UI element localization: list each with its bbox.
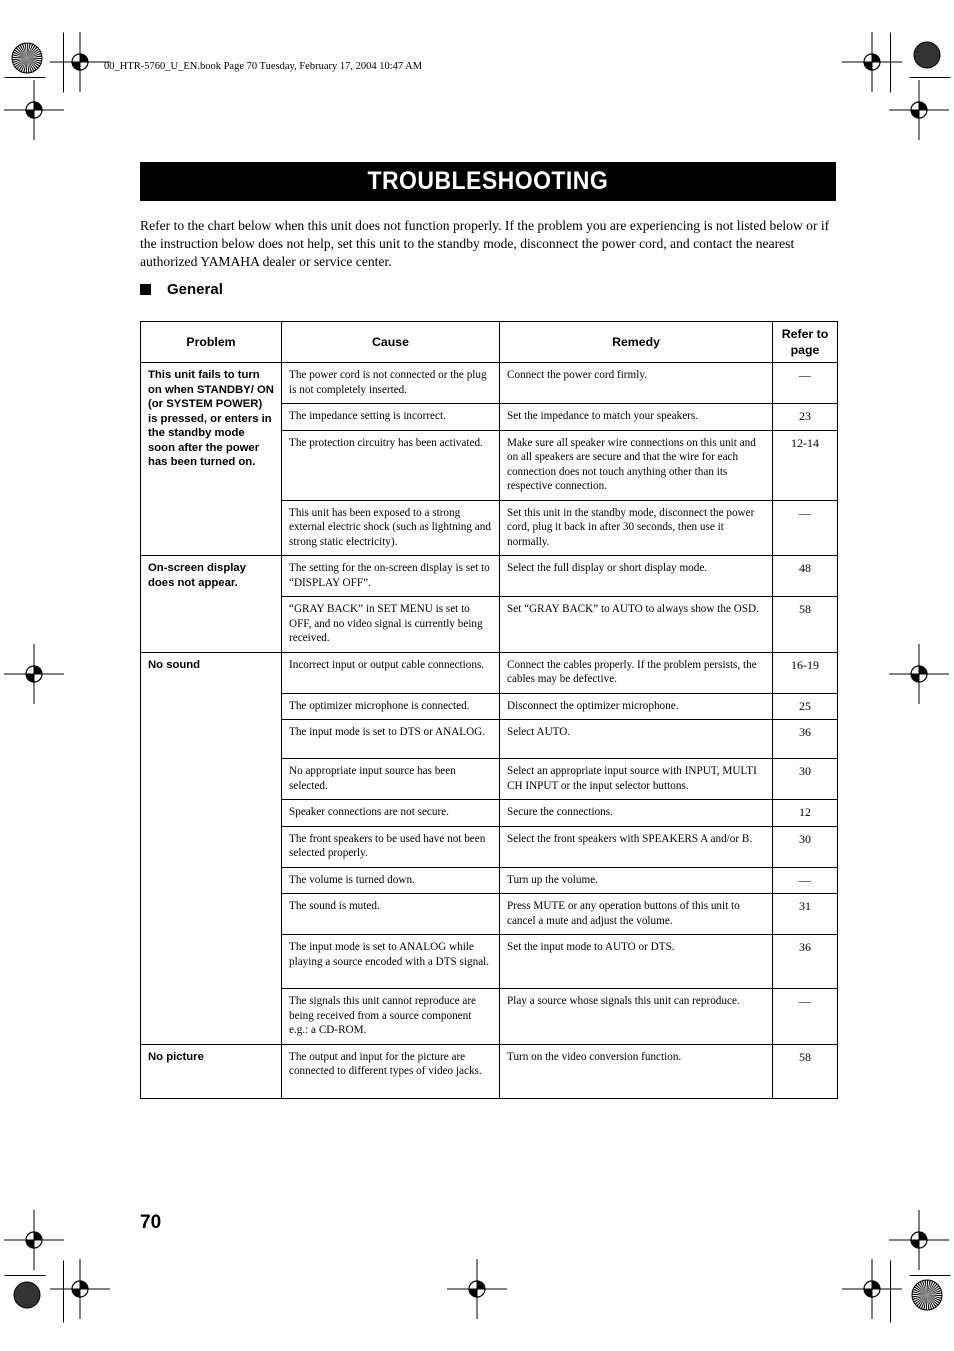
- refer-page-cell: 12-14: [773, 430, 838, 500]
- crosshair-registration-icon: [447, 1259, 507, 1319]
- crop-mark-line: [909, 1275, 952, 1277]
- starburst-registration-icon: [911, 1279, 943, 1311]
- refer-page-cell: 16-19: [773, 652, 838, 693]
- refer-page-cell: —: [773, 500, 838, 556]
- remedy-cell: Set the input mode to AUTO or DTS.: [500, 935, 773, 989]
- cause-cell: The optimizer microphone is connected.: [282, 693, 500, 720]
- header-refer-to-page: Refer to page: [773, 322, 838, 363]
- remedy-cell: Turn up the volume.: [500, 867, 773, 894]
- remedy-cell: Select an appropriate input source with INPUT, MULTI CH INPUT or the input selector buttons.: [500, 759, 773, 800]
- page-title: TROUBLESHOOTING: [367, 167, 609, 195]
- remedy-cell: Select AUTO.: [500, 720, 773, 759]
- refer-page-cell: 25: [773, 693, 838, 720]
- remedy-cell: Press MUTE or any operation buttons of this unit to cancel a mute and adjust the volume.: [500, 894, 773, 935]
- remedy-cell: Select the full display or short display mode.: [500, 556, 773, 597]
- crosshair-registration-icon: [4, 80, 64, 140]
- refer-page-cell: 23: [773, 404, 838, 431]
- remedy-cell: Select the front speakers with SPEAKERS A and/or B.: [500, 826, 773, 867]
- refer-page-cell: 30: [773, 759, 838, 800]
- crop-mark-line: [4, 1275, 47, 1277]
- cause-cell: The input mode is set to DTS or ANALOG.: [282, 720, 500, 759]
- cause-cell: No appropriate input source has been selected.: [282, 759, 500, 800]
- intro-paragraph: Refer to the chart below when this unit does not function properly. If the problem you are experiencing is not listed below or if the instruction below does not help, set this unit to the standby mode, disconnect the power cord, and contact the nearest authorized YAMAHA dealer or service center.: [140, 218, 830, 269]
- table-row: [141, 363, 838, 404]
- refer-page-cell: 58: [773, 597, 838, 653]
- refer-page-cell: 12: [773, 800, 838, 827]
- cause-cell: The signals this unit cannot reproduce are being received from a source component e.g.: a CD-ROM.: [282, 989, 500, 1045]
- remedy-cell: Make sure all speaker wire connections on this unit and on all speakers are secure and that the wire for each connection does not touch anything other than its respective connection.: [500, 430, 773, 500]
- remedy-cell: Play a source whose signals this unit can reproduce.: [500, 989, 773, 1045]
- crop-mark-line: [909, 77, 952, 79]
- cause-cell: This unit has been exposed to a strong external electric shock (such as lightning and strong static electricity).: [282, 500, 500, 556]
- refer-page-cell: —: [773, 363, 838, 404]
- cause-cell: The front speakers to be used have not been selected properly.: [282, 826, 500, 867]
- crosshair-registration-icon: [889, 80, 949, 140]
- page-number: 70: [140, 1212, 162, 1233]
- crosshair-registration-icon: [842, 1259, 902, 1319]
- cause-cell: “GRAY BACK” in SET MENU is set to OFF, and no video signal is currently being received.: [282, 597, 500, 653]
- refer-page-cell: 36: [773, 935, 838, 989]
- crop-mark-line: [890, 1260, 892, 1324]
- cause-cell: The volume is turned down.: [282, 867, 500, 894]
- refer-page-cell: —: [773, 989, 838, 1045]
- crop-mark-line: [63, 32, 65, 94]
- square-bullet-icon: [140, 284, 151, 295]
- remedy-cell: Disconnect the optimizer microphone.: [500, 693, 773, 720]
- title-bar: [140, 162, 836, 201]
- remedy-cell: Turn on the video conversion function.: [500, 1044, 773, 1098]
- header-cause: Cause: [282, 322, 500, 363]
- table-row: [141, 1044, 838, 1098]
- dot-registration-icon: [913, 41, 941, 69]
- refer-page-cell: 58: [773, 1044, 838, 1098]
- remedy-cell: Set “GRAY BACK” to AUTO to always show the OSD.: [500, 597, 773, 653]
- remedy-cell: Secure the connections.: [500, 800, 773, 827]
- cause-cell: The setting for the on-screen display is set to “DISPLAY OFF”.: [282, 556, 500, 597]
- crosshair-registration-icon: [889, 644, 949, 704]
- table-header-row: [141, 322, 838, 363]
- header-remedy: Remedy: [500, 322, 773, 363]
- cause-cell: Incorrect input or output cable connections.: [282, 652, 500, 693]
- cause-cell: The output and input for the picture are connected to different types of video jacks.: [282, 1044, 500, 1098]
- crosshair-registration-icon: [50, 1259, 110, 1319]
- problem-cell: No picture: [141, 1044, 282, 1098]
- cause-cell: The sound is muted.: [282, 894, 500, 935]
- refer-page-cell: 31: [773, 894, 838, 935]
- dot-registration-icon: [13, 1281, 41, 1309]
- remedy-cell: Set the impedance to match your speakers.: [500, 404, 773, 431]
- refer-page-cell: 36: [773, 720, 838, 759]
- starburst-registration-icon: [11, 42, 43, 74]
- crosshair-registration-icon: [4, 644, 64, 704]
- refer-page-cell: 48: [773, 556, 838, 597]
- table-row: [141, 556, 838, 597]
- cause-cell: The power cord is not connected or the plug is not completely inserted.: [282, 363, 500, 404]
- cause-cell: The protection circuitry has been activated.: [282, 430, 500, 500]
- section-heading: [140, 281, 223, 298]
- cause-cell: The input mode is set to ANALOG while playing a source encoded with a DTS signal.: [282, 935, 500, 989]
- problem-cell: No sound: [141, 652, 282, 1044]
- crop-mark-line: [63, 1260, 65, 1324]
- problem-cell: This unit fails to turn on when STANDBY/ ON (or SYSTEM POWER) is pressed, or enters in the standby mode soon after the power has been turned on.: [141, 363, 282, 556]
- cause-cell: Speaker connections are not secure.: [282, 800, 500, 827]
- remedy-cell: Connect the cables properly. If the problem persists, the cables may be defective.: [500, 652, 773, 693]
- troubleshooting-table: [140, 321, 838, 1099]
- remedy-cell: Connect the power cord firmly.: [500, 363, 773, 404]
- refer-page-cell: 30: [773, 826, 838, 867]
- crop-mark-line: [4, 77, 47, 79]
- crop-mark-line: [890, 32, 892, 94]
- cause-cell: The impedance setting is incorrect.: [282, 404, 500, 431]
- header-problem: Problem: [141, 322, 282, 363]
- table-row: [141, 652, 838, 693]
- problem-cell: On-screen display does not appear.: [141, 556, 282, 653]
- remedy-cell: Set this unit in the standby mode, disconnect the power cord, plug it back in after 30 seconds, then use it normally.: [500, 500, 773, 556]
- section-heading-text: General: [167, 281, 223, 298]
- refer-page-cell: —: [773, 867, 838, 894]
- print-header-line: 00_HTR-5760_U_EN.book Page 70 Tuesday, February 17, 2004 10:47 AM: [104, 61, 423, 72]
